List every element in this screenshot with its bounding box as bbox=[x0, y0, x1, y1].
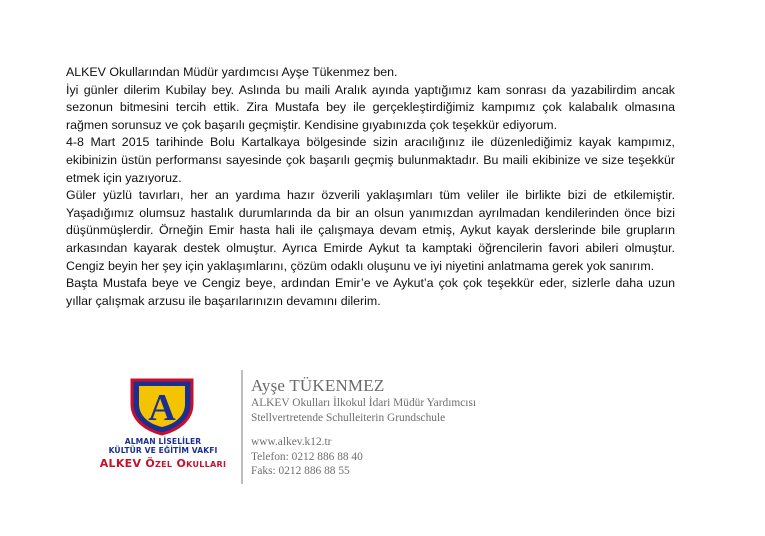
website-link[interactable]: www.alkev.k12.tr bbox=[251, 436, 332, 448]
shield-emblem-icon bbox=[130, 378, 194, 436]
foundation-name-line2: KÜLTÜR VE EĞİTİM VAKFI bbox=[108, 446, 218, 455]
letter-body bbox=[66, 64, 675, 310]
letter-intro: ALKEV Okullarından Müdür yardımcısı Ayşe Tükenmez ben. bbox=[66, 65, 398, 79]
schools-name: ALKEV Özel Okulları bbox=[99, 457, 227, 470]
letter-paragraph: Güler yüzlü tavırları, her an yardıma hazır özverili yaklaşımları tüm veliler ile birlikte bizi de etkilemiştir. Yaşadığımız olumsuz hastalık durumlarında da bir an olsun yanımızdan ayrılmadan kendilerinden önce bizi düşünmüşlerdir. Örneğin Emir hasta hali ile çalışmaya devam etmiş, Aykut kayak derslerinde bile grupların arkasından kayarak destek olmuştur. Ayrıca Emirde Aykut ta kamptaki öğrencilerin favori abileri olmuştur. Cengiz beyin her şey için yaklaşımlarını, çözüm odaklı oluşunu ve iyi niyetini anlatmama gerek yok sanırım. bbox=[66, 188, 675, 273]
signer-title-tr: ALKEV Okulları İlkokul İdari Müdür Yardımcısı bbox=[251, 397, 477, 409]
fax-number: Faks: 0212 886 88 55 bbox=[251, 465, 350, 477]
phone-number: Telefon: 0212 886 88 40 bbox=[251, 450, 363, 463]
signer-name: Ayşe TÜKENMEZ bbox=[251, 376, 385, 395]
letter-paragraph: Başta Mustafa beye ve Cengiz beye, ardından Emir’e ve Aykut’a çok çok teşekkür eder, sizlerle daha uzun yıllar çalışmak arzusu ile başarılarınızın devamını dilerim. bbox=[66, 276, 675, 308]
school-logo bbox=[78, 374, 248, 484]
foundation-name-line1: ALMAN LİSELİLER bbox=[124, 437, 202, 446]
letter-paragraph: 4-8 Mart 2015 tarihinde Bolu Kartalkaya bölgesinde sizin aracılığınız ile düzenlediğimiz kayak kampımız, ekibinizin üstün performansı sayesinde çok başarılı geçmiş bulunmaktadır. Bu maili ekibinize ve size teşekkür etmek için yazıyoruz. bbox=[66, 135, 675, 185]
letter-paragraph: İyi günler dilerim Kubilay bey. Aslında bu maili Aralık ayında yaptığımız kam sonrası da yazabilirdim ancak sezonun bitmesini tercih ettik. Zira Mustafa bey ile gerçekleştirdiğimiz kampımız çok kalabalık olmasına rağmen sorunsuz ve çok başarılı geçmiştir. Kendisine gıyabınızda çok teşekkür ediyorum. bbox=[66, 82, 675, 132]
signer-title-de: Stellvertretende Schulleiterin Grundschule bbox=[251, 411, 446, 424]
signature-divider bbox=[241, 370, 243, 484]
logo-letter: A bbox=[148, 387, 176, 429]
signature-block bbox=[251, 376, 476, 479]
